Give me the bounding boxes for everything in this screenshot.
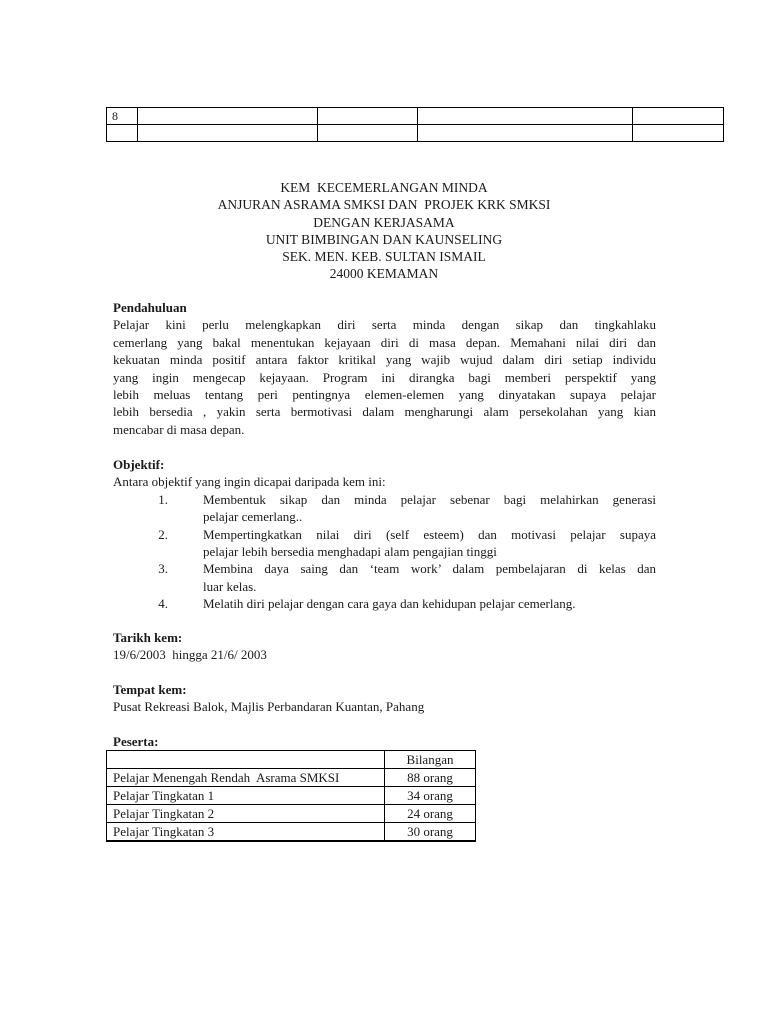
table-header-cell: Bilangan [385, 751, 476, 769]
paragraph-line: kekuatan minda positif antara faktor kritikal yang wajib wujud dalam diri setiap individu [113, 352, 656, 368]
list-text-line: pelajar cemerlang.. [203, 509, 303, 525]
list-text [203, 491, 656, 526]
section-title: Objektif: [113, 457, 165, 472]
list-text-line: Mempertingkatkan nilai diri (self esteem) dan motivasi pelajar supaya [203, 526, 656, 542]
list-number: 1. [158, 491, 168, 507]
section-title: Tempat kem: [113, 682, 187, 697]
top-table-fragment [106, 107, 724, 142]
table-row [107, 805, 476, 823]
table-cell [633, 125, 724, 142]
paragraph-line: yang ingin mengecap kejayaan. Program ini dirangka bagi memberi perspektif yang [113, 369, 656, 385]
table-cell [138, 108, 318, 125]
table-row [107, 108, 724, 125]
document-heading [0, 179, 768, 283]
table-cell [633, 108, 724, 125]
section-title: Pendahuluan [113, 300, 187, 315]
heading-line: DENGAN KERJASAMA [313, 214, 455, 230]
tempat-value: Pusat Rekreasi Balok, Majlis Perbandaran Kuantan, Pahang [113, 699, 425, 715]
heading-line: 24000 KEMAMAN [329, 266, 439, 282]
heading-line: SEK. MEN. KEB. SULTAN ISMAIL [282, 249, 486, 265]
section-title: Tarikh kem: [113, 630, 183, 645]
list-item [113, 526, 656, 561]
list-number: 2. [158, 526, 168, 542]
paragraph-line: lebih bersedia , yakin serta bermotivasi dalam mengharungi alam persekolahan yang kian [113, 404, 656, 420]
paragraph-line: mencabar di masa depan. [113, 421, 245, 437]
tarikh-section [113, 629, 656, 664]
paragraph-line: Pelajar kini perlu melengkapkan diri serta minda dengan sikap dan tingkahlaku [113, 317, 656, 333]
table-cell: 8 [107, 108, 138, 125]
table-cell: 88 orang [385, 769, 476, 787]
table-row [107, 787, 476, 805]
table-cell: 34 orang [385, 787, 476, 805]
paragraph-line: cemerlang yang bakal menentukan kejayaan diri di masa depan. Memahani nilai diri dan [113, 334, 656, 350]
table-header-row [107, 751, 476, 769]
list-text [203, 595, 656, 612]
table-row [107, 823, 476, 842]
peserta-section [113, 733, 656, 750]
list-text-line: Melatih diri pelajar dengan cara gaya dan kehidupan pelajar cemerlang. [203, 596, 576, 612]
list-item [113, 595, 656, 612]
pendahuluan-section [113, 299, 656, 438]
section-title: Peserta: [113, 734, 159, 749]
table-cell: Pelajar Tingkatan 2 [107, 805, 385, 823]
paragraph-line: lebih meluas tentang peri pentingnya elemen-elemen yang dinyatakan supaya pelajar [113, 387, 656, 403]
list-item [113, 491, 656, 526]
list-number: 4. [158, 596, 168, 612]
table-cell [318, 108, 418, 125]
list-text-line: pelajar lebih bersedia menghadapi alam pengajian tinggi [203, 544, 497, 560]
list-text-line: luar kelas. [203, 578, 257, 594]
table-cell: 30 orang [385, 823, 476, 842]
heading-line: ANJURAN ASRAMA SMKSI DAN PROJEK KRK SMKSI [217, 197, 551, 213]
tarikh-value: 19/6/2003 hingga 21/6/ 2003 [113, 647, 267, 663]
table-cell [418, 108, 633, 125]
peserta-table [106, 750, 476, 842]
table-cell: Pelajar Menengah Rendah Asrama SMKSI [107, 769, 385, 787]
objektif-list [113, 491, 656, 613]
table-header-cell [107, 751, 385, 769]
table-row [107, 769, 476, 787]
list-number: 3. [158, 561, 168, 577]
list-text [203, 560, 656, 595]
list-text [203, 526, 656, 561]
table-cell [138, 125, 318, 142]
heading-line: KEM KECEMERLANGAN MINDA [280, 180, 488, 195]
tempat-section [113, 681, 656, 716]
table-cell: Pelajar Tingkatan 1 [107, 787, 385, 805]
list-text-line: Membina daya saing dan ‘team work’ dalam pembelajaran di kelas dan [203, 561, 656, 577]
table-cell: 24 orang [385, 805, 476, 823]
table-cell [318, 125, 418, 142]
table-row [107, 125, 724, 142]
heading-line: UNIT BIMBINGAN DAN KAUNSELING [265, 231, 503, 247]
table-cell: Pelajar Tingkatan 3 [107, 823, 385, 842]
list-text-line: Membentuk sikap dan minda pelajar sebenar bagi melahirkan generasi [203, 491, 656, 507]
list-item [113, 560, 656, 595]
pendahuluan-paragraph [113, 316, 656, 438]
objektif-intro: Antara objektif yang ingin dicapai daripada kem ini: [113, 474, 386, 490]
table-cell [107, 125, 138, 142]
table-cell [418, 125, 633, 142]
objektif-section [113, 456, 656, 613]
